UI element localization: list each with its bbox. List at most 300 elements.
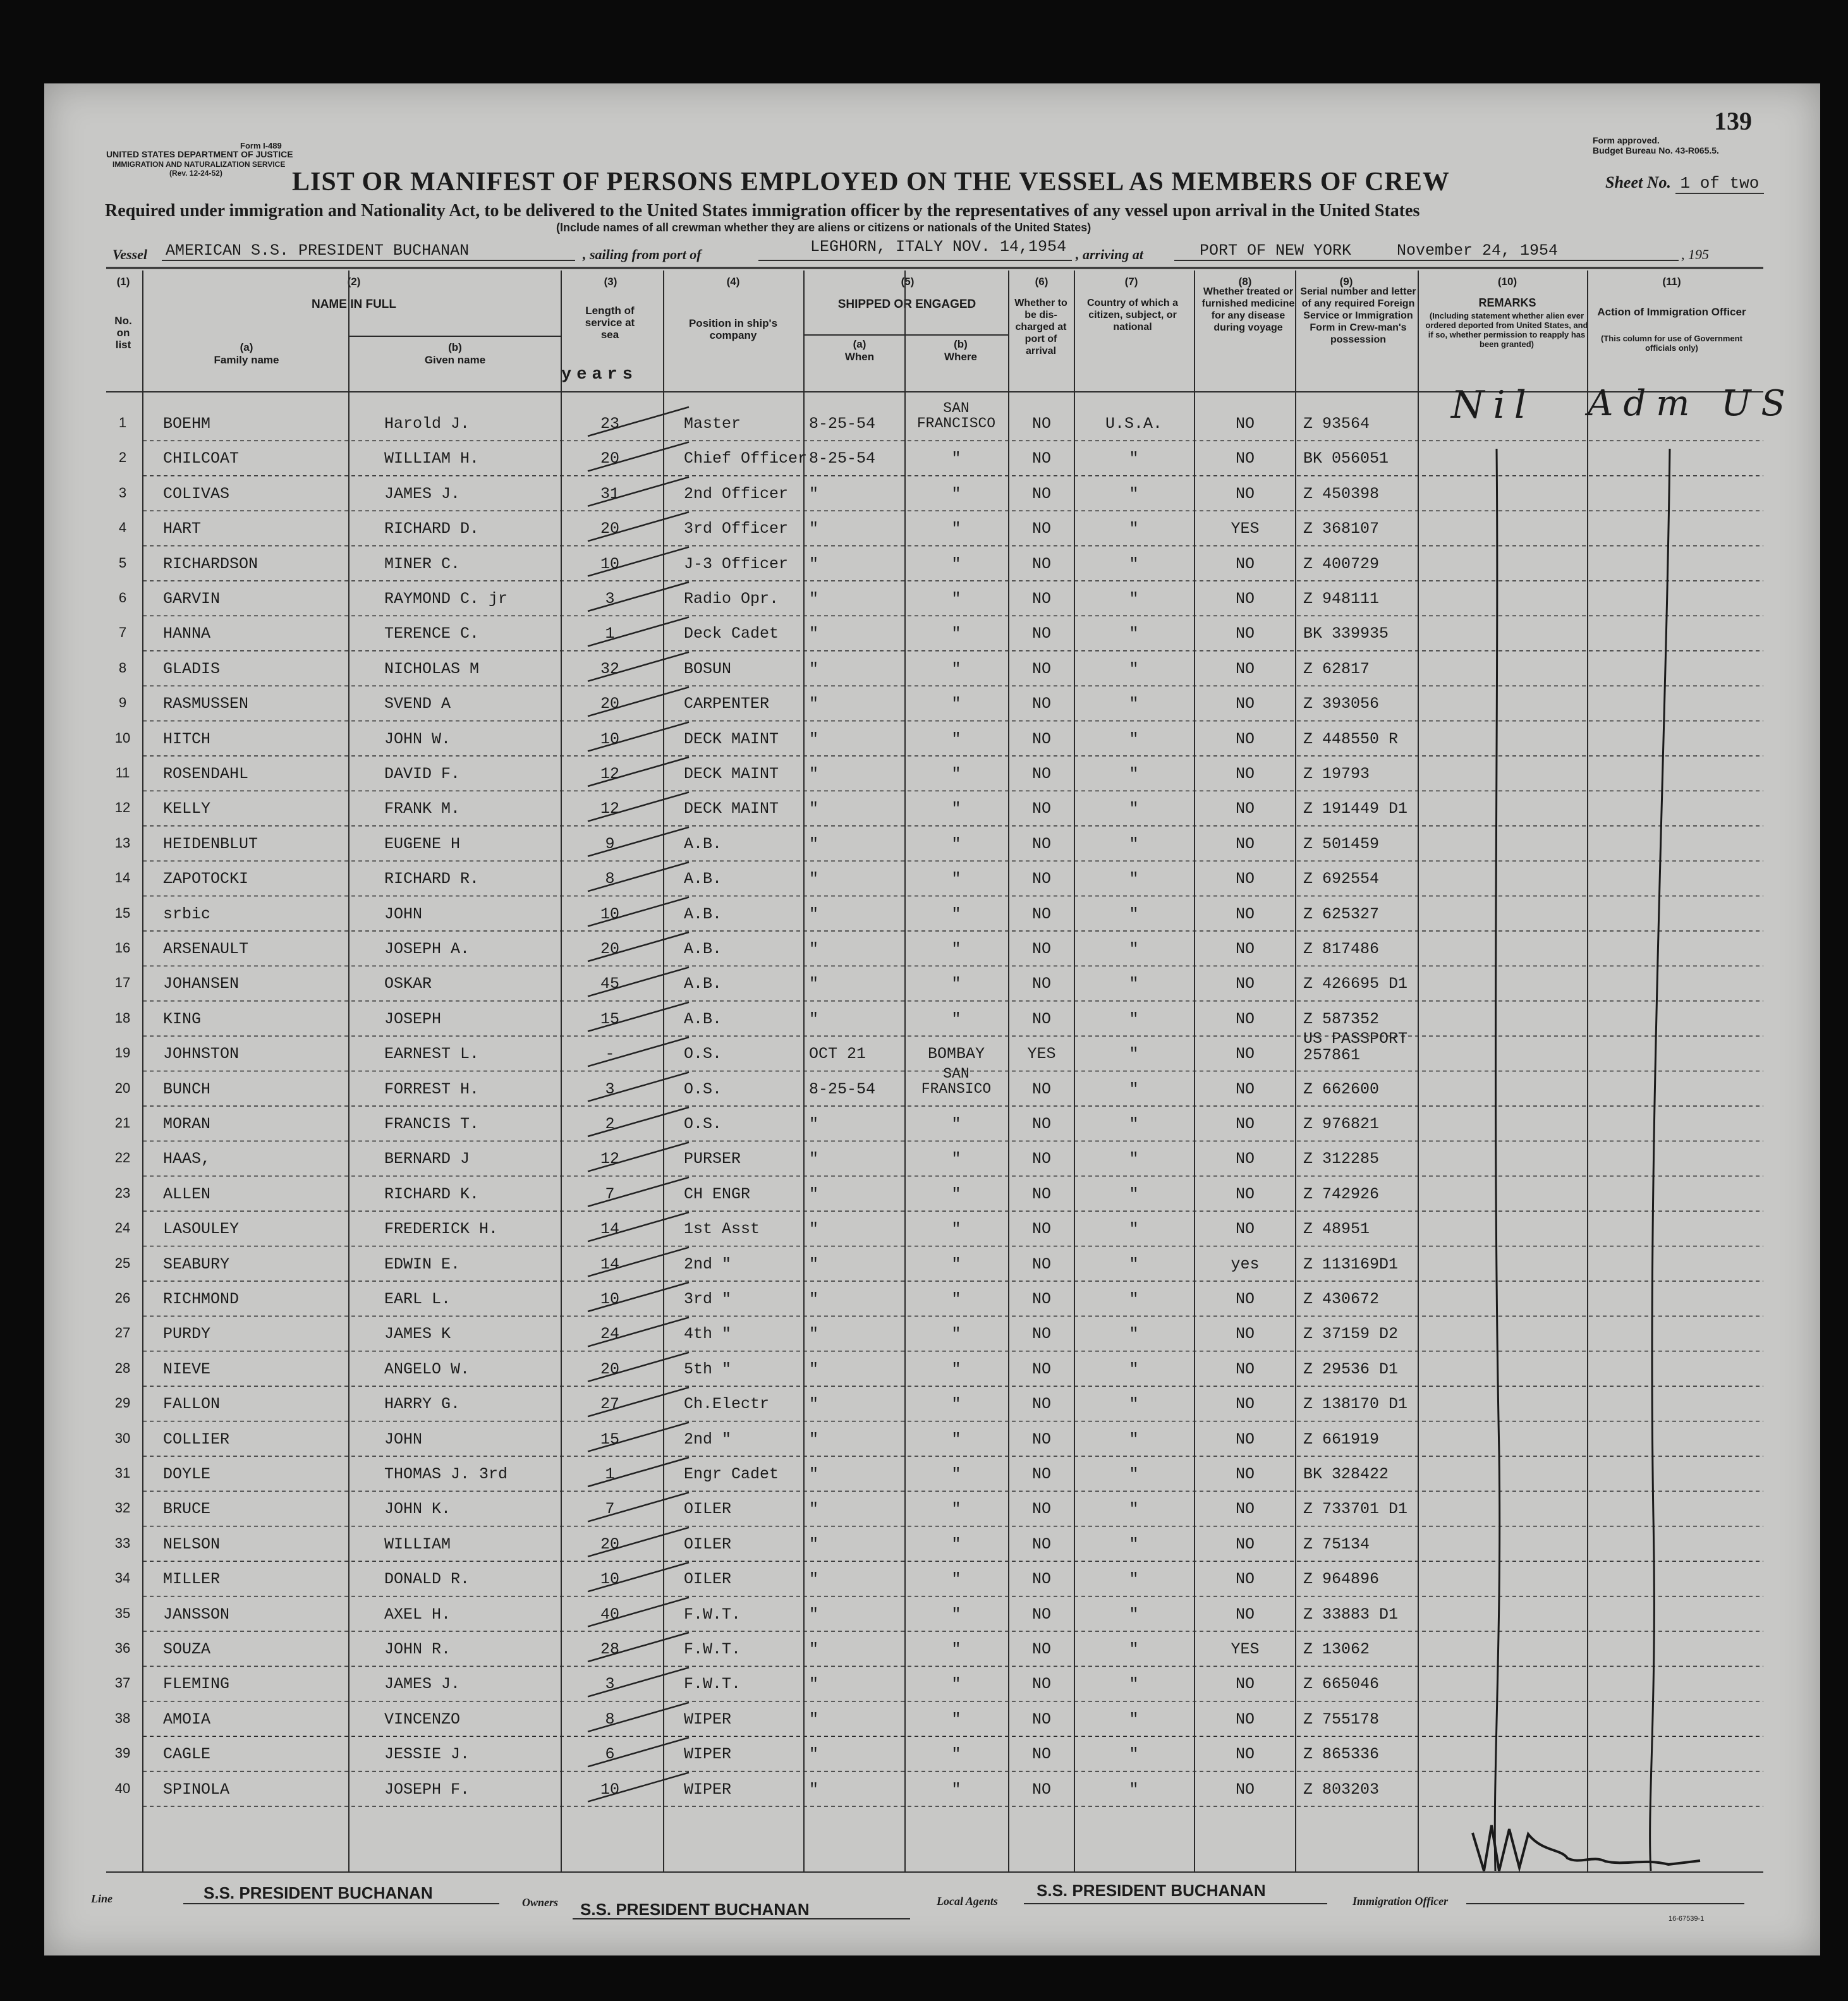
shipped-where-cell: " [951, 659, 961, 678]
shipped-when-cell: " [809, 1535, 819, 1554]
treated-cell: NO [1235, 1780, 1255, 1799]
col1-header: No. on list [114, 315, 132, 351]
shipped-when-cell: " [809, 624, 819, 643]
family-name-cell: KING [163, 1009, 202, 1028]
col5a-header: When [844, 351, 875, 363]
family-name-cell: COLLIER [163, 1430, 230, 1449]
sailing-from: LEGHORN, ITALY NOV. 14,1954 [810, 238, 1067, 256]
family-name-cell: SOUZA [163, 1640, 211, 1658]
given-name-cell: FORREST H. [384, 1080, 480, 1098]
service-years-cell: 20 [600, 1359, 619, 1378]
col8-header: Whether treated or furnished medicine for any disease during voyage [1201, 286, 1295, 333]
shipped-where-cell: " [951, 1325, 961, 1344]
col2a-number: (a) [240, 341, 253, 353]
shipped-when-cell: " [809, 590, 819, 608]
treated-cell: NO [1235, 1045, 1255, 1064]
shipped-when-cell: " [809, 1605, 819, 1624]
service: IMMIGRATION AND NATURALIZATION SERVICE [112, 160, 286, 169]
citizenship-cell: " [1129, 1780, 1139, 1799]
officer-label: Immigration Officer [1353, 1895, 1449, 1907]
owners-label: Owners [522, 1896, 559, 1909]
col11-note: (This column for use of Government officials only) [1601, 334, 1742, 353]
citizenship-cell: " [1129, 1184, 1139, 1203]
given-name-cell: RICHARD R. [384, 870, 480, 889]
shipped-where-cell: " [951, 1150, 961, 1169]
shipped-where-cell: " [951, 484, 961, 503]
family-name-cell: RICHMOND [163, 1290, 240, 1308]
position-cell: BOSUN [684, 659, 732, 678]
shipped-where-cell: BOMBAY [927, 1045, 985, 1064]
citizenship-cell: " [1129, 1535, 1139, 1554]
citizenship-cell: " [1129, 1395, 1139, 1414]
shipped-when-cell: " [809, 870, 819, 889]
revision: (Rev. 12-24-52) [169, 169, 222, 178]
treated-cell: NO [1235, 1535, 1255, 1554]
given-name-cell: EARNEST L. [384, 1045, 480, 1064]
family-name-cell: LASOULEY [163, 1220, 240, 1239]
given-name-cell: EDWIN E. [384, 1255, 461, 1274]
service-years-cell: 20 [600, 449, 619, 468]
row-number-cell: 25 [114, 1255, 131, 1271]
citizenship-cell: " [1129, 1745, 1139, 1764]
service-years-cell: 10 [600, 1780, 619, 1799]
given-name-cell: JAMES J. [384, 1675, 461, 1694]
shipped-where-cell: SAN FRANCISCO [916, 400, 996, 432]
shipped-when-cell: 8-25-54 [809, 415, 876, 433]
service-years-cell: 20 [600, 520, 619, 538]
service-years-cell: 15 [600, 1430, 619, 1449]
position-cell: 2nd " [684, 1430, 732, 1449]
serial-number-cell: Z 976821 [1303, 1115, 1380, 1133]
position-cell: 3rd Officer [684, 520, 789, 538]
shipped-when-cell: " [809, 1570, 819, 1589]
serial-number-cell: Z 948111 [1303, 590, 1380, 608]
budget-bureau: Budget Bureau No. 43-R065.5. [1593, 145, 1719, 155]
treated-cell: NO [1235, 415, 1255, 433]
citizenship-cell: " [1129, 624, 1139, 643]
position-cell: A.B. [684, 1009, 722, 1028]
shipped-where-cell: " [951, 1500, 961, 1519]
family-name-cell: ARSENAULT [163, 940, 249, 958]
col11-number: (11) [1662, 276, 1681, 288]
col9-number: (9) [1339, 276, 1353, 288]
vessel-label: Vessel [112, 246, 147, 262]
shipped-when-cell: " [809, 940, 819, 958]
citizenship-cell: " [1129, 1640, 1139, 1658]
given-name-cell: JOHN K. [384, 1500, 451, 1519]
treated-cell: YES [1231, 1640, 1260, 1658]
discharged-cell: NO [1031, 1009, 1051, 1028]
given-name-cell: BERNARD J [384, 1150, 470, 1169]
col10-note: (Including statement whether alien ever ordered deported from United States, and if so, whether permission to reapply has been granted) [1425, 311, 1588, 349]
citizenship-cell: " [1129, 870, 1139, 889]
treated-cell: NO [1235, 1500, 1255, 1519]
family-name-cell: HAAS, [163, 1150, 211, 1169]
position-cell: DECK MAINT [684, 729, 779, 748]
col10-header: REMARKS [1478, 296, 1536, 309]
shipped-where-cell: " [951, 1184, 961, 1203]
discharged-cell: NO [1031, 1500, 1051, 1519]
discharged-cell: NO [1031, 1255, 1051, 1274]
position-cell: 3rd " [684, 1290, 732, 1308]
service-years-cell: 40 [600, 1605, 619, 1624]
treated-cell: NO [1235, 1675, 1255, 1694]
shipped-where-cell: " [951, 1290, 961, 1308]
serial-number-cell: Z 400729 [1303, 554, 1380, 573]
service-years-cell: 12 [600, 1150, 619, 1169]
shipped-when-cell: " [809, 1745, 819, 1764]
row-number-cell: 27 [114, 1325, 131, 1341]
discharged-cell: NO [1031, 659, 1051, 678]
discharged-cell: NO [1031, 520, 1051, 538]
serial-number-cell: Z 138170 D1 [1303, 1395, 1408, 1414]
position-cell: 5th " [684, 1359, 732, 1378]
family-name-cell: ROSENDAHL [163, 765, 249, 783]
serial-number-cell: Z 393056 [1303, 695, 1380, 714]
col6-header: Whether to be dis-charged at port of arrival [1014, 298, 1067, 356]
position-cell: CARPENTER [684, 695, 770, 714]
officer-signature [1473, 1825, 1700, 1871]
shipped-when-cell: " [809, 1640, 819, 1658]
row-number-cell: 22 [114, 1150, 131, 1166]
family-name-cell: NELSON [163, 1535, 221, 1554]
family-name-cell: CAGLE [163, 1745, 211, 1764]
row-number-cell: 30 [114, 1430, 131, 1446]
service-years-cell: 3 [605, 590, 615, 608]
shipped-where-cell: " [951, 940, 961, 958]
given-name-cell: FRANCIS T. [384, 1115, 480, 1133]
given-name-cell: JAMES K [384, 1325, 451, 1344]
shipped-where-cell: " [951, 765, 961, 783]
service-years-cell: 7 [605, 1184, 615, 1203]
serial-number-cell: Z 755178 [1303, 1710, 1380, 1729]
family-name-cell: ZAPOTOCKI [163, 870, 249, 889]
serial-number-cell: Z 33883 D1 [1303, 1605, 1399, 1624]
treated-cell: yes [1231, 1255, 1260, 1274]
row-number-cell: 24 [114, 1220, 131, 1236]
given-name-cell: VINCENZO [384, 1710, 461, 1729]
citizenship-cell: " [1129, 1675, 1139, 1694]
citizenship-cell: " [1129, 1500, 1139, 1519]
serial-number-cell: Z 733701 D1 [1303, 1500, 1408, 1519]
discharged-cell: NO [1031, 940, 1051, 958]
given-name-cell: FREDERICK H. [384, 1220, 499, 1239]
family-name-cell: srbic [163, 904, 211, 923]
service-years-cell: 31 [600, 484, 619, 503]
given-name-cell: HARRY G. [384, 1395, 461, 1414]
document-subtitle: Required under immigration and Nationality Act, to be delivered to the United States immigration officer by the representatives of any vessel upon arrival in the United States [105, 201, 1420, 221]
position-cell: Chief Officer [684, 449, 808, 468]
treated-cell: NO [1235, 624, 1255, 643]
citizenship-cell: " [1129, 1220, 1139, 1239]
col2a-header: Family name [214, 354, 279, 366]
sailing-label: , sailing from port of [583, 246, 702, 262]
given-name-cell: JOHN [384, 904, 423, 923]
given-name-cell: EARL L. [384, 1290, 451, 1308]
shipped-where-cell: " [951, 1395, 961, 1414]
row-number-cell: 18 [114, 1009, 131, 1026]
serial-number-cell: Z 964896 [1303, 1570, 1380, 1589]
position-cell: 4th " [684, 1325, 732, 1344]
service-years-cell: - [605, 1045, 615, 1064]
shipped-where-cell: " [951, 1570, 961, 1589]
remarks-handwritten: Nil [1451, 383, 1535, 427]
arriving-at: PORT OF NEW YORK [1200, 241, 1352, 260]
given-name-cell: NICHOLAS M [384, 659, 480, 678]
shipped-when-cell: " [809, 1255, 819, 1274]
serial-number-cell: Z 48951 [1303, 1220, 1370, 1239]
discharged-cell: NO [1031, 1780, 1051, 1799]
row-number-cell: 16 [114, 940, 131, 956]
treated-cell: NO [1235, 659, 1255, 678]
row-number-cell: 11 [115, 765, 130, 781]
agents-label: Local Agents [937, 1895, 998, 1907]
row-number-cell: 6 [118, 590, 127, 605]
row-number-cell: 1 [118, 415, 127, 430]
service-years-cell: 3 [605, 1080, 615, 1098]
citizenship-cell: " [1129, 904, 1139, 923]
row-number-cell: 31 [114, 1465, 131, 1481]
row-number-cell: 15 [114, 904, 131, 921]
citizenship-cell: " [1129, 1710, 1139, 1729]
service-years-cell: 12 [600, 765, 619, 783]
treated-cell: NO [1235, 1009, 1255, 1028]
col2-number: (2) [347, 276, 361, 288]
given-name-cell: RICHARD D. [384, 520, 480, 538]
treated-cell: NO [1235, 1570, 1255, 1589]
position-cell: 1st Asst [684, 1220, 760, 1239]
discharged-cell: NO [1031, 765, 1051, 783]
position-cell: A.B. [684, 870, 722, 889]
position-cell: F.W.T. [684, 1605, 741, 1624]
row-number-cell: 3 [118, 484, 127, 501]
position-cell: WIPER [684, 1710, 732, 1729]
discharged-cell: NO [1031, 1080, 1051, 1098]
discharged-cell: YES [1027, 1045, 1056, 1064]
treated-cell: NO [1235, 449, 1255, 468]
citizenship-cell: " [1129, 554, 1139, 573]
serial-number-cell: Z 692554 [1303, 870, 1380, 889]
position-cell: O.S. [684, 1115, 722, 1133]
row-number-cell: 5 [118, 554, 127, 571]
discharged-cell: NO [1031, 1115, 1051, 1133]
citizenship-cell: " [1129, 1605, 1139, 1624]
service-years-cell: 8 [605, 870, 615, 889]
given-name-cell: WILLIAM H. [384, 449, 480, 468]
shipped-where-cell: " [951, 800, 961, 818]
shipped-when-cell: " [809, 1500, 819, 1519]
shipped-when-cell: " [809, 1220, 819, 1239]
service-years-cell: 20 [600, 940, 619, 958]
family-name-cell: CHILCOAT [163, 449, 240, 468]
col5-number: (5) [901, 276, 915, 288]
family-name-cell: GLADIS [163, 659, 221, 678]
shipped-where-cell: " [951, 870, 961, 889]
service-years-cell: 7 [605, 1500, 615, 1519]
shipped-when-cell: " [809, 1359, 819, 1378]
family-name-cell: BRUCE [163, 1500, 211, 1519]
shipped-where-cell: " [951, 1009, 961, 1028]
citizenship-cell: " [1129, 1080, 1139, 1098]
serial-number-cell: Z 113169D1 [1303, 1255, 1399, 1274]
service-years-cell: 20 [600, 1535, 619, 1554]
shipped-when-cell: " [809, 1325, 819, 1344]
service-years-cell: 9 [605, 834, 615, 853]
position-cell: Deck Cadet [684, 624, 779, 643]
given-name-cell: WILLIAM [384, 1535, 451, 1554]
shipped-where-cell: " [951, 520, 961, 538]
col11-header: Action of Immigration Officer [1597, 306, 1746, 318]
shipped-when-cell: " [809, 1290, 819, 1308]
position-cell: Master [684, 415, 741, 433]
given-name-cell: RAYMOND C. jr [384, 590, 508, 608]
family-name-cell: AMOIA [163, 1710, 211, 1729]
discharged-cell: NO [1031, 1745, 1051, 1764]
shipped-where-cell: " [951, 1675, 961, 1694]
citizenship-cell: " [1129, 520, 1139, 538]
shipped-where-cell: " [951, 1605, 961, 1624]
family-name-cell: MORAN [163, 1115, 211, 1133]
col7-number: (7) [1124, 276, 1138, 288]
family-name-cell: FLEMING [163, 1675, 230, 1694]
serial-number-cell: BK 339935 [1303, 624, 1389, 643]
family-name-cell: ALLEN [163, 1184, 211, 1203]
treated-cell: NO [1235, 1184, 1255, 1203]
row-number-cell: 34 [114, 1570, 131, 1586]
position-cell: 2nd Officer [684, 484, 789, 503]
col2-header: NAME IN FULL [311, 298, 397, 311]
col8-number: (8) [1238, 276, 1252, 288]
shipped-where-cell: " [951, 1465, 961, 1483]
discharged-cell: NO [1031, 1640, 1051, 1658]
family-name-cell: JOHANSEN [163, 975, 240, 994]
serial-number-cell: Z 665046 [1303, 1675, 1380, 1694]
citizenship-cell: " [1129, 1045, 1139, 1064]
citizenship-cell: " [1129, 800, 1139, 818]
service-years-cell: 12 [600, 800, 619, 818]
row-number-cell: 39 [114, 1745, 131, 1761]
treated-cell: NO [1235, 1115, 1255, 1133]
col9-header: Serial number and letter of any required Foreign Service or Immigration Form in Crew-man's possession [1300, 286, 1416, 345]
shipped-when-cell: " [809, 1430, 819, 1449]
position-cell: WIPER [684, 1780, 732, 1799]
treated-cell: NO [1235, 729, 1255, 748]
serial-number-cell: Z 191449 D1 [1303, 800, 1408, 818]
treated-cell: NO [1235, 1745, 1255, 1764]
discharged-cell: NO [1031, 729, 1051, 748]
family-name-cell: SPINOLA [163, 1780, 230, 1799]
service-years-cell: 14 [600, 1255, 619, 1274]
treated-cell: NO [1235, 975, 1255, 994]
year-suffix: , 195 [1681, 246, 1709, 262]
position-cell: OILER [684, 1535, 732, 1554]
row-number-cell: 19 [114, 1045, 131, 1061]
citizenship-cell: " [1129, 1009, 1139, 1028]
position-cell: J-3 Officer [684, 554, 789, 573]
row-number-cell: 23 [114, 1184, 131, 1201]
discharged-cell: NO [1031, 904, 1051, 923]
serial-number-cell: Z 19793 [1303, 765, 1370, 783]
discharged-cell: NO [1031, 695, 1051, 714]
position-cell: OILER [684, 1570, 732, 1589]
treated-cell: NO [1235, 554, 1255, 573]
shipped-when-cell: " [809, 520, 819, 538]
position-cell: A.B. [684, 834, 722, 853]
citizenship-cell: " [1129, 1115, 1139, 1133]
row-number-cell: 28 [114, 1359, 131, 1376]
treated-cell: NO [1235, 484, 1255, 503]
page-number: 139 [1714, 107, 1752, 135]
shipped-when-cell: " [809, 659, 819, 678]
row-number-cell: 13 [114, 834, 131, 851]
citizenship-cell: " [1129, 1570, 1139, 1589]
discharged-cell: NO [1031, 1710, 1051, 1729]
discharged-cell: NO [1031, 1395, 1051, 1414]
serial-number-cell: Z 450398 [1303, 484, 1380, 503]
given-name-cell: SVEND A [384, 695, 451, 714]
service-years-cell: 14 [600, 1220, 619, 1239]
treated-cell: NO [1235, 1430, 1255, 1449]
shipped-where-cell: " [951, 729, 961, 748]
treated-cell: NO [1235, 1150, 1255, 1169]
shipped-when-cell: " [809, 729, 819, 748]
treated-cell: NO [1235, 765, 1255, 783]
discharged-cell: NO [1031, 1430, 1051, 1449]
service-years-cell: 45 [600, 975, 619, 994]
given-name-cell: JAMES J. [384, 484, 461, 503]
citizenship-cell: " [1129, 729, 1139, 748]
row-number-cell: 7 [118, 624, 127, 641]
serial-number-cell: Z 742926 [1303, 1184, 1380, 1203]
position-cell: F.W.T. [684, 1675, 741, 1694]
position-cell: A.B. [684, 904, 722, 923]
service-years-cell: 1 [605, 624, 615, 643]
family-name-cell: RASMUSSEN [163, 695, 249, 714]
row-number-cell: 38 [114, 1710, 131, 1726]
citizenship-cell: " [1129, 834, 1139, 853]
citizenship-cell: " [1129, 1255, 1139, 1274]
service-years-cell: 1 [605, 1465, 615, 1483]
shipped-where-cell: SAN FRANSICO [921, 1065, 992, 1097]
row-number-cell: 4 [118, 520, 127, 536]
position-cell: F.W.T. [684, 1640, 741, 1658]
document-title: LIST OR MANIFEST OF PERSONS EMPLOYED ON THE VESSEL AS MEMBERS OF CREW [292, 167, 1450, 197]
family-name-cell: BUNCH [163, 1080, 211, 1098]
row-number-cell: 21 [114, 1115, 131, 1131]
shipped-when-cell: " [809, 1710, 819, 1729]
col2b-number: (b) [448, 341, 462, 353]
citizenship-cell: " [1129, 1430, 1139, 1449]
shipped-where-cell: " [951, 975, 961, 994]
position-cell: CH ENGR [684, 1184, 751, 1203]
given-name-cell: JOSEPH F. [384, 1780, 470, 1799]
col1-number: (1) [116, 276, 130, 288]
owners-stamp: S.S. PRESIDENT BUCHANAN [580, 1900, 810, 1919]
shipped-where-cell: " [951, 1255, 961, 1274]
line-label: Line [91, 1892, 112, 1905]
treated-cell: NO [1235, 834, 1255, 853]
remarks-ditto-line [1495, 449, 1499, 1871]
shipped-where-cell: " [951, 904, 961, 923]
service-years-cell: 10 [600, 904, 619, 923]
discharged-cell: NO [1031, 590, 1051, 608]
row-number-cell: 26 [114, 1290, 131, 1306]
discharged-cell: NO [1031, 624, 1051, 643]
shipped-when-cell: " [809, 834, 819, 853]
given-name-cell: TERENCE C. [384, 624, 480, 643]
given-name-cell: JOHN W. [384, 729, 451, 748]
row-number-cell: 10 [114, 729, 131, 746]
